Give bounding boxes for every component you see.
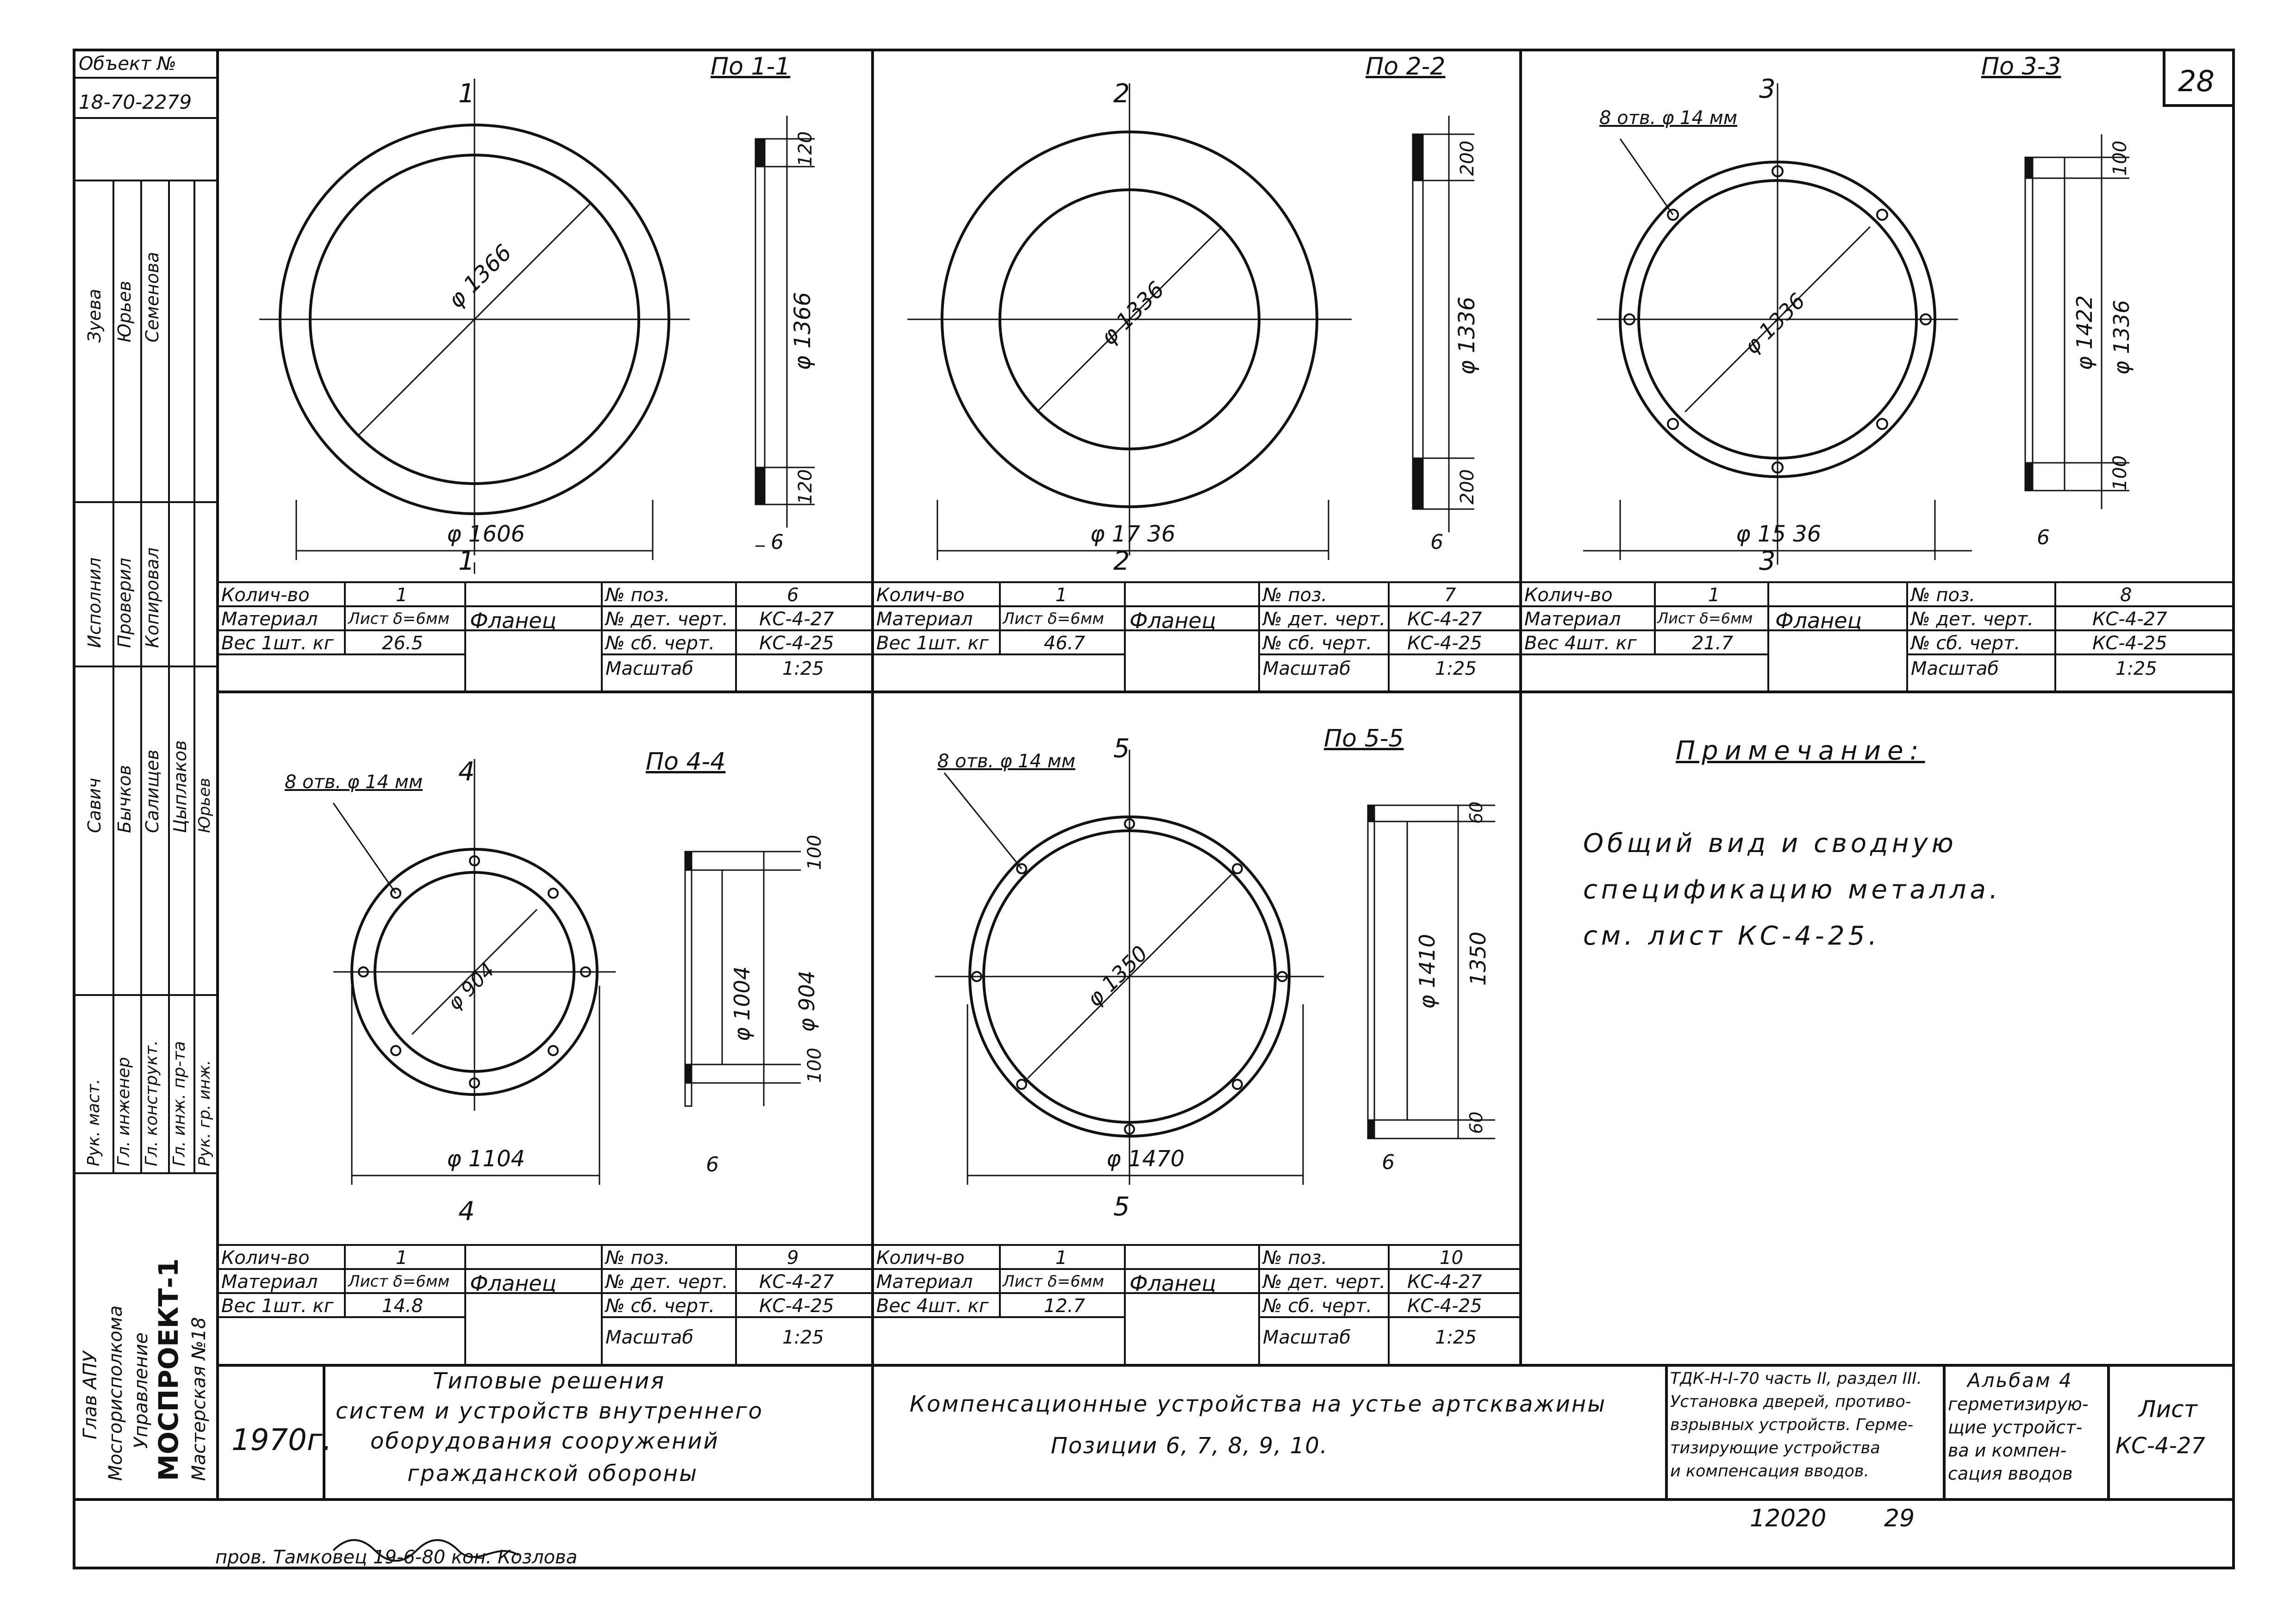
part-name: Фланец bbox=[470, 608, 556, 633]
asm-value: КС-4-25 bbox=[759, 1295, 834, 1317]
part-name: Фланец bbox=[1129, 608, 1216, 633]
material-label: Материал bbox=[221, 609, 318, 630]
series-line-3: оборудования сооружений bbox=[370, 1428, 719, 1454]
series-line-1: Типовые решения bbox=[433, 1368, 666, 1394]
view-3-side-dim-inner: φ 1422 bbox=[2072, 295, 2097, 370]
weight-label: Вес 1шт. кг bbox=[876, 633, 989, 654]
pos-value: 10 bbox=[1440, 1247, 1463, 1269]
weight-label: Вес 4шт. кг bbox=[1524, 633, 1637, 654]
view-1-thickness: 6 bbox=[771, 530, 784, 554]
view-3-inner-diameter: φ 1336 bbox=[1739, 288, 1810, 359]
scale-label: Масштаб bbox=[1263, 658, 1351, 679]
pos-value: 9 bbox=[787, 1247, 799, 1269]
view-5-section-top: 5 bbox=[1113, 734, 1130, 764]
org-line-2: Мосгорисполкома bbox=[105, 1305, 126, 1481]
tdk-line-4: тизирующие устройства bbox=[1670, 1439, 1880, 1457]
view-5-side-dim-top: 60 bbox=[1466, 801, 1486, 824]
pos-value: 7 bbox=[1444, 585, 1456, 606]
scale-value: 1:25 bbox=[782, 658, 824, 679]
archive-page: 29 bbox=[1884, 1505, 1915, 1532]
view-3-outer-diameter: φ 15 36 bbox=[1736, 521, 1822, 547]
pos-value: 6 bbox=[787, 585, 799, 606]
qty-label: Колич-во bbox=[876, 1247, 965, 1269]
series-line-4: гражданской обороны bbox=[407, 1461, 698, 1487]
view-4-holes-label: 8 отв. φ 14 мм bbox=[285, 772, 423, 793]
view-1-side-dim-mid: φ 1366 bbox=[790, 292, 816, 370]
org-line-5: Мастерская №18 bbox=[188, 1317, 210, 1481]
det-label: № дет. черт. bbox=[605, 609, 728, 630]
album-line-4: ва и компен- bbox=[1948, 1440, 2067, 1461]
note-line-1: Общий вид и сводную bbox=[1583, 828, 1957, 859]
material-value: Лист δ=6мм bbox=[1657, 610, 1753, 627]
series-line-2: систем и устройств внутреннего bbox=[336, 1398, 763, 1424]
view-1-side-dim-top: 120 bbox=[795, 131, 816, 167]
qty-label: Колич-во bbox=[1524, 585, 1613, 606]
view-4-side-dim-top: 100 bbox=[804, 834, 825, 870]
view-3-section-bottom: 3 bbox=[1759, 546, 1776, 576]
det-label: № дет. черт. bbox=[1263, 1271, 1385, 1293]
view-5-side-dim-bottom: 60 bbox=[1466, 1111, 1486, 1134]
pos-label: № поз. bbox=[605, 585, 670, 606]
strip-name-3: Семенова bbox=[142, 252, 162, 342]
object-label: Объект № bbox=[79, 53, 176, 75]
det-value: КС-4-27 bbox=[759, 609, 834, 630]
tdk-line-3: взрывных устройств. Герме- bbox=[1670, 1416, 1914, 1434]
strip-role-3: Копировал bbox=[142, 547, 162, 648]
view-2-title: По 2-2 bbox=[1366, 53, 1446, 81]
material-value: Лист δ=6мм bbox=[348, 610, 450, 628]
view-3-title: По 3-3 bbox=[1981, 53, 2061, 81]
material-value: Лист δ=6мм bbox=[1003, 1272, 1104, 1291]
positions-line: Позиции 6, 7, 8, 9, 10. bbox=[1051, 1433, 1329, 1459]
subject-title: Компенсационные устройства на устье артскважины bbox=[910, 1391, 1607, 1417]
weight-value: 14.8 bbox=[382, 1295, 424, 1317]
strip-role-6: Гл. конструкт. bbox=[142, 1040, 161, 1166]
det-value: КС-4-27 bbox=[1407, 609, 1482, 630]
view-3-holes-label: 8 отв. φ 14 мм bbox=[1599, 107, 1738, 129]
weight-value: 26.5 bbox=[382, 633, 424, 654]
note-line-3: см. лист КС-4-25. bbox=[1583, 921, 1880, 951]
asm-label: № сб. черт. bbox=[1263, 633, 1373, 654]
album-line-2: герметизирую- bbox=[1948, 1394, 2089, 1414]
view-5-outer-diameter: φ 1470 bbox=[1106, 1146, 1185, 1172]
view-2-section-top: 2 bbox=[1113, 79, 1130, 109]
view-4-side-dim-inner: φ 1004 bbox=[730, 966, 755, 1041]
note-line-2: спецификацию металла. bbox=[1583, 875, 2002, 905]
view-1-side-dim-bottom: 120 bbox=[795, 469, 816, 504]
view-2-thickness: 6 bbox=[1430, 530, 1443, 554]
album-line-5: сация вводов bbox=[1948, 1463, 2073, 1484]
view-4-side-dim-bottom: 100 bbox=[804, 1047, 825, 1083]
weight-label: Вес 1шт. кг bbox=[221, 633, 334, 654]
pos-label: № поз. bbox=[605, 1247, 670, 1269]
asm-value: КС-4-25 bbox=[2092, 633, 2167, 654]
view-5-inner-diameter: φ 1350 bbox=[1082, 940, 1153, 1012]
view-2-side-dim-mid: φ 1336 bbox=[1454, 296, 1480, 375]
qty-value: 1 bbox=[396, 585, 408, 606]
material-value: Лист δ=6мм bbox=[1003, 610, 1104, 628]
qty-label: Колич-во bbox=[221, 1247, 310, 1269]
org-line-4: МОСПРОЕКТ-1 bbox=[153, 1258, 184, 1481]
object-number: 18-70-2279 bbox=[79, 91, 192, 113]
org-line-1: Глав АПУ bbox=[80, 1351, 101, 1439]
det-label: № дет. черт. bbox=[1911, 609, 2034, 630]
view-2-outer-diameter: φ 17 36 bbox=[1090, 521, 1176, 547]
det-label: № дет. черт. bbox=[1263, 609, 1385, 630]
part-name: Фланец bbox=[1775, 608, 1862, 633]
strip-name-8: Юрьев bbox=[195, 778, 214, 833]
asm-label: № сб. черт. bbox=[605, 1295, 715, 1317]
scale-value: 1:25 bbox=[782, 1327, 824, 1348]
sheet-label: Лист bbox=[2139, 1396, 2197, 1423]
qty-value: 1 bbox=[396, 1247, 408, 1269]
scale-label: Масштаб bbox=[1263, 1327, 1351, 1348]
weight-label: Вес 1шт. кг bbox=[221, 1295, 334, 1317]
view-1-title: По 1-1 bbox=[711, 53, 791, 81]
part-name: Фланец bbox=[470, 1271, 556, 1296]
sheet-code: КС-4-27 bbox=[2115, 1433, 2205, 1459]
strip-role-5: Гл. инженер bbox=[114, 1057, 133, 1166]
part-name: Фланец bbox=[1129, 1271, 1216, 1296]
view-4-inner-diameter: φ 904 bbox=[443, 958, 499, 1014]
view-2-section-bottom: 2 bbox=[1113, 546, 1130, 576]
view-5-thickness: 6 bbox=[1382, 1151, 1395, 1174]
material-value: Лист δ=6мм bbox=[348, 1272, 450, 1291]
strip-name-5: Бычков bbox=[114, 765, 135, 833]
view-3-section-top: 3 bbox=[1759, 74, 1776, 104]
strip-role-8: Рук. гр. инж. bbox=[195, 1060, 214, 1166]
note-title: Примечание: bbox=[1676, 736, 1925, 766]
material-label: Материал bbox=[1524, 609, 1621, 630]
pos-label: № поз. bbox=[1263, 1247, 1327, 1269]
view-5-holes-label: 8 отв. φ 14 мм bbox=[937, 751, 1076, 772]
weight-value: 21.7 bbox=[1692, 633, 1734, 654]
view-4-thickness: 6 bbox=[706, 1153, 719, 1176]
scale-value: 1:25 bbox=[1435, 658, 1477, 679]
strip-name-6: Салищев bbox=[142, 749, 162, 833]
scale-value: 1:25 bbox=[2115, 658, 2157, 679]
strip-name-7: Цыплаков bbox=[170, 740, 190, 833]
scale-label: Масштаб bbox=[605, 1327, 694, 1348]
tdk-line-2: Установка дверей, противо- bbox=[1670, 1393, 1911, 1411]
weight-value: 46.7 bbox=[1044, 633, 1086, 654]
scale-label: Масштаб bbox=[605, 658, 694, 679]
view-4-section-top: 4 bbox=[458, 757, 475, 787]
asm-label: № сб. черт. bbox=[1911, 633, 2021, 654]
scale-value: 1:25 bbox=[1435, 1327, 1477, 1348]
spec-table-grids bbox=[218, 582, 2234, 1365]
footer-signature: пров. Тамковец 19-6-80 кон. Козлова bbox=[215, 1547, 578, 1568]
view-5-section-bottom: 5 bbox=[1113, 1192, 1130, 1222]
weight-label: Вес 4шт. кг bbox=[876, 1295, 989, 1317]
qty-value: 1 bbox=[1708, 585, 1720, 606]
view-1-section-bottom: 1 bbox=[458, 546, 475, 576]
scale-label: Масштаб bbox=[1911, 658, 1999, 679]
det-value: КС-4-27 bbox=[1407, 1271, 1482, 1293]
view-4-section-bottom: 4 bbox=[458, 1196, 475, 1226]
asm-value: КС-4-25 bbox=[1407, 633, 1482, 654]
qty-value: 1 bbox=[1055, 585, 1067, 606]
strip-role-7: Гл. инж. пр-та bbox=[170, 1041, 189, 1166]
asm-value: КС-4-25 bbox=[1407, 1295, 1482, 1317]
strip-name-4: Савич bbox=[84, 778, 105, 833]
material-label: Материал bbox=[876, 1271, 973, 1293]
tdk-line-1: ТДК-Н-I-70 часть II, раздел III. bbox=[1670, 1369, 1922, 1388]
view-3-side-dim-mid: φ 1336 bbox=[2109, 299, 2134, 375]
album-line-1: Альбам 4 bbox=[1967, 1369, 2073, 1392]
weight-value: 12.7 bbox=[1044, 1295, 1086, 1317]
view-5-title: По 5-5 bbox=[1324, 725, 1404, 753]
tdk-line-5: и компенсация вводов. bbox=[1670, 1462, 1869, 1481]
view-5-side-dim-mid: 1350 bbox=[1466, 931, 1491, 986]
strip-name-2: Юрьев bbox=[114, 280, 135, 342]
view-4-side-dim-mid: φ 904 bbox=[794, 971, 819, 1032]
material-label: Материал bbox=[221, 1271, 318, 1293]
pos-label: № поз. bbox=[1263, 585, 1327, 606]
view-4-title: По 4-4 bbox=[646, 748, 726, 776]
strip-role-1: Исполнил bbox=[84, 557, 105, 648]
view-4-outer-diameter: φ 1104 bbox=[447, 1146, 525, 1172]
view-3-side-dim-top: 100 bbox=[2109, 140, 2131, 176]
asm-label: № сб. черт. bbox=[605, 633, 715, 654]
view-1-section-top: 1 bbox=[458, 79, 475, 109]
view-2-side-dim-bottom: 200 bbox=[1457, 469, 1478, 504]
asm-label: № сб. черт. bbox=[1263, 1295, 1373, 1317]
sheet-number: 28 bbox=[2178, 64, 2215, 98]
material-label: Материал bbox=[876, 609, 973, 630]
qty-label: Колич-во bbox=[876, 585, 965, 606]
det-value: КС-4-27 bbox=[2092, 609, 2167, 630]
view-3-side-dim-bottom: 100 bbox=[2109, 455, 2131, 491]
asm-value: КС-4-25 bbox=[759, 633, 834, 654]
qty-label: Колич-во bbox=[221, 585, 310, 606]
pos-label: № поз. bbox=[1911, 585, 1975, 606]
strip-name-1: Зуева bbox=[84, 289, 105, 342]
det-label: № дет. черт. bbox=[605, 1271, 728, 1293]
album-line-3: щие устройст- bbox=[1948, 1417, 2083, 1437]
pos-value: 8 bbox=[2120, 585, 2132, 606]
det-value: КС-4-27 bbox=[759, 1271, 834, 1293]
strip-role-2: Проверил bbox=[114, 558, 135, 648]
archive-number: 12020 bbox=[1750, 1505, 1827, 1532]
qty-value: 1 bbox=[1055, 1247, 1067, 1269]
org-line-3: Управление bbox=[131, 1332, 152, 1449]
view-1-inner-diameter: φ 1366 bbox=[443, 239, 517, 313]
view-3-thickness: 6 bbox=[2037, 526, 2050, 549]
strip-role-4: Рук. маст. bbox=[84, 1078, 103, 1166]
view-1-outer-diameter: φ 1606 bbox=[447, 521, 525, 547]
view-2-inner-diameter: φ 1336 bbox=[1096, 276, 1170, 350]
title-year: 1970г. bbox=[231, 1423, 332, 1457]
view-2-side-dim-top: 200 bbox=[1457, 140, 1478, 176]
view-5-side-dim-inner: φ 1410 bbox=[1415, 933, 1440, 1009]
